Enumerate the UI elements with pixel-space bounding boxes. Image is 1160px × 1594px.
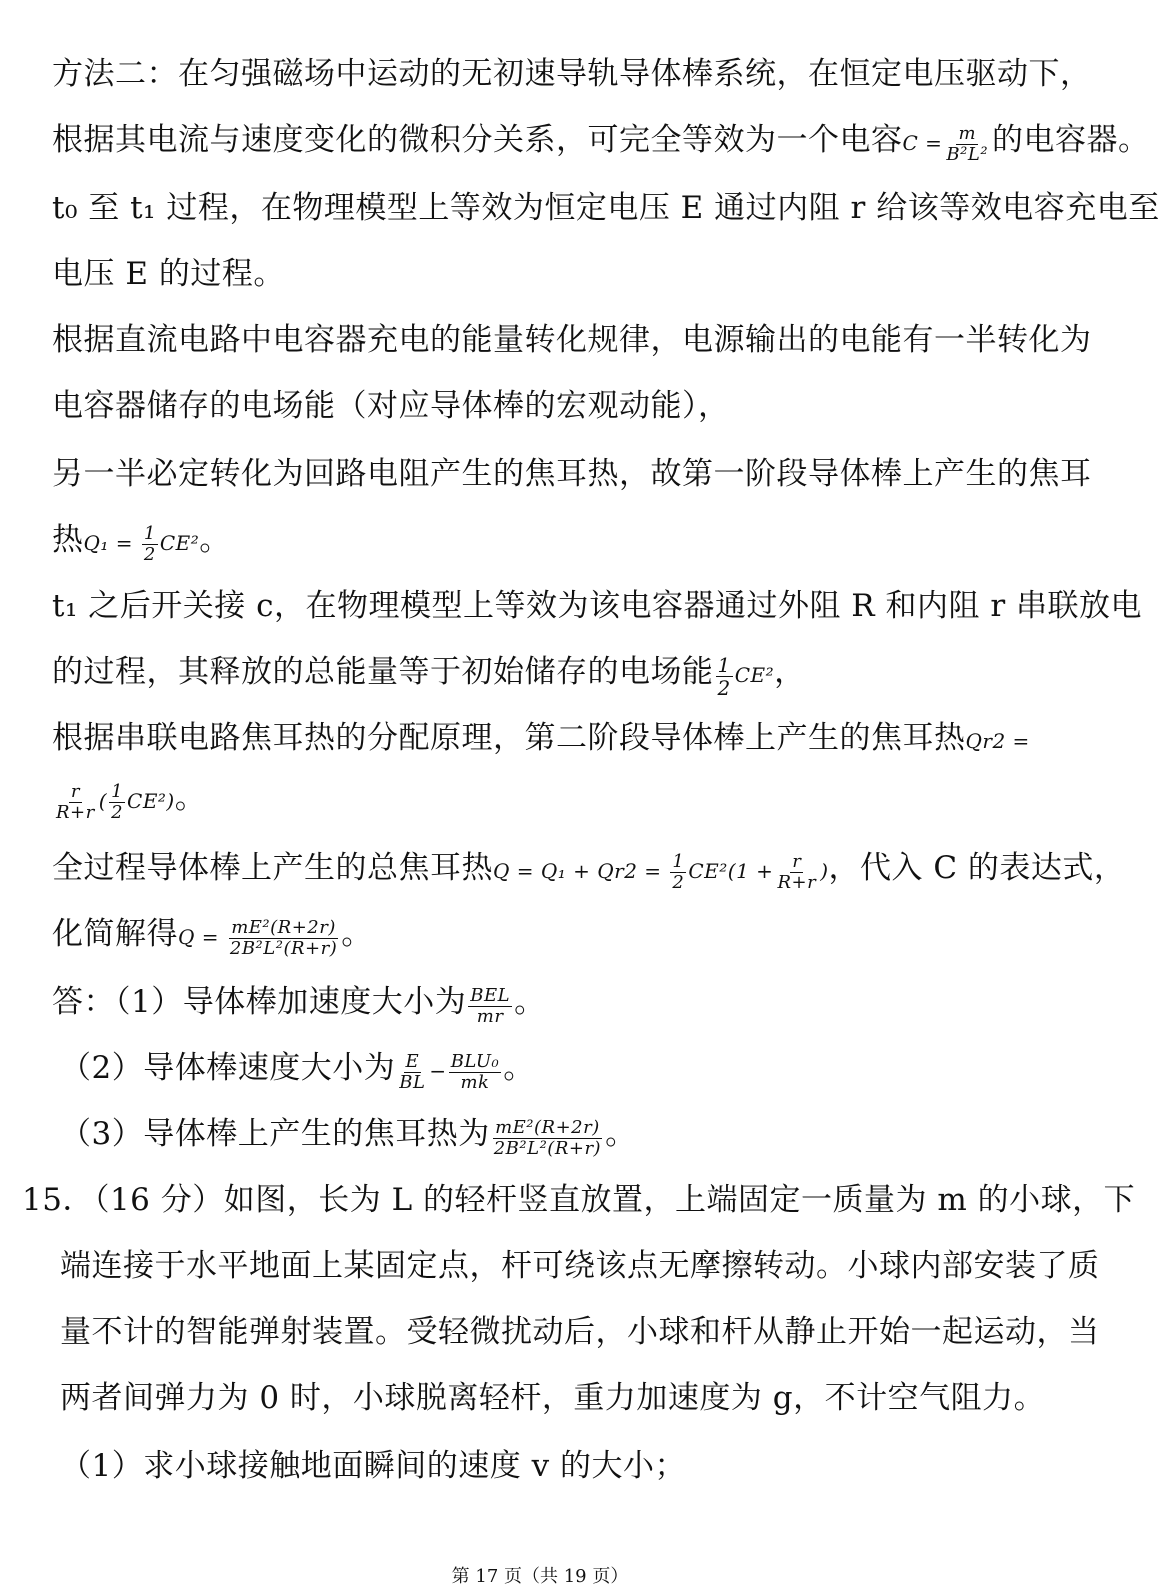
line-text: 。 <box>199 522 231 558</box>
fraction <box>468 986 512 1027</box>
text-line <box>52 980 546 1027</box>
denominator: 2 <box>111 802 124 823</box>
denominator: 2 <box>672 872 685 893</box>
line-text: 量不计的智能弹射装置。受轻微扰动后，小球和杆从静止开始一起运动，当 <box>60 1314 1100 1350</box>
denominator: 2 <box>143 544 156 565</box>
denominator: mk <box>460 1072 490 1093</box>
numerator: r <box>792 851 802 872</box>
text-line <box>52 186 1160 230</box>
formula-q-total <box>493 851 829 893</box>
numerator: r <box>70 781 80 802</box>
text-line <box>52 912 373 959</box>
formula-q-simplified <box>178 917 341 959</box>
line-text: 端连接于水平地面上某固定点，杆可绕该点无摩擦转动。小球内部安装了质 <box>60 1248 1100 1284</box>
text-line <box>52 776 206 823</box>
text-line <box>52 846 1125 893</box>
line-text: 电压 E 的过程。 <box>52 256 285 292</box>
formula-qr2-lhs: Qr2 = <box>965 729 1030 753</box>
fraction <box>670 852 686 893</box>
formula-text: Q₁ = <box>83 531 134 555</box>
line-text: 热 <box>52 522 84 558</box>
formula-acceleration <box>466 985 514 1027</box>
numerator: mE²(R+2r) <box>495 1117 600 1138</box>
numerator: 1 <box>143 523 156 544</box>
formula-text: CE² <box>159 531 200 555</box>
line-text: 答：（1）导体棒加速度大小为 <box>52 984 467 1020</box>
numerator: 1 <box>111 781 124 802</box>
fraction <box>109 782 125 823</box>
formula-q1 <box>83 523 200 565</box>
line-text: 另一半必定转化为回路电阻产生的焦耳热，故第一阶段导体棒上产生的焦耳 <box>52 456 1092 492</box>
line-text: 根据其电流与速度变化的微积分关系，可完全等效为一个电容 <box>52 122 903 158</box>
text-line <box>60 1444 686 1488</box>
line-text: 的过程，其释放的总能量等于初始储存的电场能 <box>52 654 714 690</box>
page-footer: 第 17 页（共 19 页） <box>451 1566 629 1587</box>
fraction <box>54 782 97 823</box>
denominator: 2B²L²(R+r) <box>229 938 338 959</box>
text-line <box>60 1310 1100 1354</box>
numerator: mE²(R+2r) <box>231 917 336 938</box>
text-line <box>52 52 1092 96</box>
text-line <box>52 384 730 428</box>
denominator: 2B²L²(R+r) <box>493 1138 602 1159</box>
formula-text: Q = Q₁ + Qr2 = <box>493 859 662 883</box>
formula-c <box>902 123 993 165</box>
fraction <box>492 1118 603 1159</box>
fraction <box>716 654 733 699</box>
line-text: 方法二：在匀强磁场中运动的无初速导轨导体棒系统，在恒定电压驱动下， <box>52 56 1092 92</box>
line-text: 。 <box>174 780 207 816</box>
numerator: m <box>958 123 977 144</box>
line-text: 根据串联电路焦耳热的分配原理，第二阶段导体棒上产生的焦耳热 <box>52 720 966 756</box>
line-text: 全过程导体棒上产生的总焦耳热 <box>52 850 493 886</box>
line-text: 。 <box>341 916 373 952</box>
line-text: （1）求小球接触地面瞬间的速度 v 的大小； <box>60 1448 686 1484</box>
formula-qr2-rhs <box>52 781 175 823</box>
line-text: 根据直流电路中电容器充电的能量转化规律，电源输出的电能有一半转化为 <box>52 322 1092 358</box>
line-text: t₀ 至 t₁ 过程，在物理模型上等效为恒定电压 E 通过内阻 r 给该等效电容充电至 <box>52 190 1160 226</box>
fraction <box>397 1052 427 1093</box>
line-text: ， <box>774 654 806 690</box>
denominator: B²L² <box>946 144 989 165</box>
denominator: R+r <box>56 802 95 823</box>
line-text: 化简解得 <box>52 916 178 952</box>
numerator: BLU₀ <box>450 1051 500 1072</box>
numerator: 1 <box>717 653 731 677</box>
formula-text: C = <box>902 131 943 155</box>
formula-text: ) <box>820 859 829 883</box>
line-text: ，代入 C 的表达式， <box>828 850 1126 886</box>
line-text: 两者间弹力为 0 时，小球脱离轻杆，重力加速度为 g，不计空气阻力。 <box>60 1380 1046 1416</box>
line-text: 。 <box>514 984 546 1020</box>
text-line <box>52 452 1092 496</box>
line-text: 。 <box>503 1050 535 1086</box>
fraction <box>228 918 339 959</box>
formula-text: CE²(1 + <box>688 859 774 883</box>
formula-half-ce2 <box>714 653 775 700</box>
formula-text: CE²) <box>127 789 175 813</box>
numerator: 1 <box>672 851 685 872</box>
formula-heat <box>490 1117 605 1159</box>
text-line <box>52 584 1142 628</box>
formula-text: − <box>429 1059 447 1083</box>
line-text: 。 <box>605 1116 637 1152</box>
line-text: （2）导体棒速度大小为 <box>60 1050 396 1086</box>
text-line <box>52 118 1150 165</box>
fraction <box>944 124 990 165</box>
formula-text: ( <box>98 789 108 813</box>
text-line <box>60 1244 1100 1288</box>
numerator: BEL <box>470 985 511 1006</box>
fraction <box>142 524 158 565</box>
text-line <box>52 318 1092 362</box>
denominator: R+r <box>777 872 817 893</box>
line-text: 15．（16 分）如图，长为 L 的轻杆竖直放置，上端固定一质量为 m 的小球，下 <box>22 1182 1136 1218</box>
line-text: 的电容器。 <box>992 122 1150 158</box>
fraction <box>449 1052 502 1093</box>
text-line <box>52 252 285 296</box>
text-line <box>60 1376 1045 1420</box>
text-line <box>60 1112 637 1159</box>
denominator: mr <box>476 1006 504 1027</box>
formula-text: CE² <box>734 663 775 687</box>
line-text: t₁ 之后开关接 c，在物理模型上等效为该电容器通过外阻 R 和内阻 r 串联放电 <box>52 588 1143 624</box>
formula-velocity <box>395 1051 503 1093</box>
text-line <box>52 518 231 565</box>
denominator: 2 <box>717 676 731 700</box>
formula-text: Q = <box>178 925 220 949</box>
line-text: （3）导体棒上产生的焦耳热为 <box>60 1116 490 1152</box>
text-line <box>60 1046 535 1093</box>
text-line <box>52 650 806 699</box>
question-line <box>22 1178 1135 1222</box>
numerator: E <box>405 1051 420 1072</box>
text-line <box>52 716 1030 763</box>
fraction <box>775 852 818 893</box>
denominator: BL <box>399 1072 426 1093</box>
line-text: 电容器储存的电场能（对应导体棒的宏观动能）， <box>52 388 730 424</box>
